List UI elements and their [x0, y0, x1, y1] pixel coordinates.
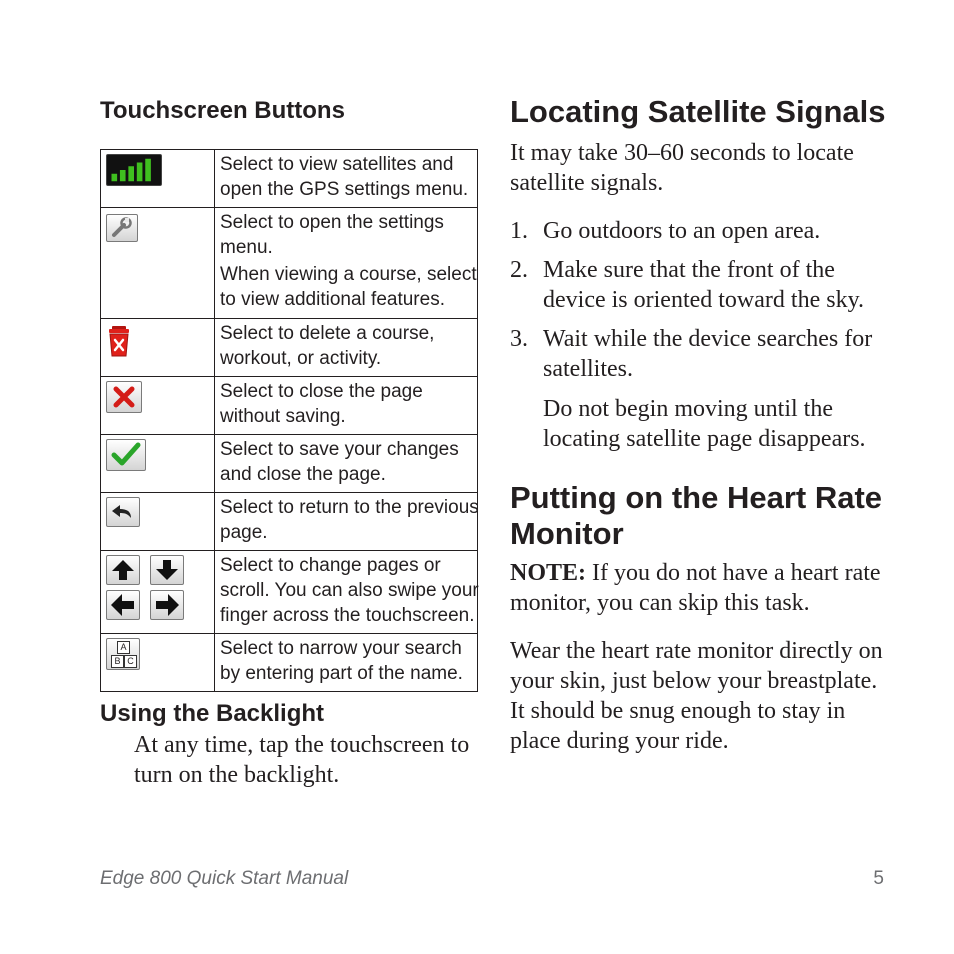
trash-icon	[106, 323, 136, 359]
row-description: Select to return to the previous page.	[215, 493, 478, 551]
left-column	[100, 94, 479, 788]
row-description: Select to delete a course, workout, or activity.	[215, 319, 478, 377]
abc-keyboard-icon	[106, 638, 140, 670]
touchscreen-buttons-heading: Touchscreen Buttons	[100, 97, 345, 124]
row-description: Select to change pages or scroll. You can also swipe your finger across the touchscreen.	[215, 551, 478, 634]
arrow-down-icon	[150, 555, 184, 585]
arrow-keys-icon	[106, 555, 188, 620]
arrow-right-icon	[150, 590, 184, 620]
step-number: 1.	[510, 218, 528, 244]
step-number: 2.	[510, 257, 528, 283]
row-description: Select to view satellites and open the GPS settings menu.	[215, 150, 478, 208]
back-arrow-icon	[106, 497, 140, 527]
table-row	[101, 150, 478, 208]
wear-paragraph: Wear the heart rate monitor directly on your skin, just below your breastplate. It should be snug enough to stay in place during your ride.	[510, 638, 883, 754]
note-label: NOTE:	[510, 560, 587, 586]
close-x-icon	[106, 381, 142, 413]
table-row	[101, 208, 478, 319]
row-description: Select to open the settings menu. When viewing a course, select to view additional features.	[215, 208, 478, 319]
step-number: 3.	[510, 326, 528, 352]
arrow-left-icon	[106, 590, 140, 620]
signal-bars-icon	[106, 154, 162, 186]
note-paragraph: NOTE: If you do not have a heart rate monitor, you can skip this task.	[510, 560, 881, 616]
key-a: A	[117, 641, 130, 654]
row-description: Select to close the page without saving.	[215, 377, 478, 435]
table-row	[101, 435, 478, 493]
row-description: Select to save your changes and close the page.	[215, 435, 478, 493]
table-row	[101, 377, 478, 435]
key-c: C	[124, 655, 137, 668]
wrench-icon	[106, 214, 138, 242]
table-row	[101, 493, 478, 551]
row-description: Select to narrow your search by entering part of the name.	[215, 634, 478, 692]
key-b: B	[111, 655, 124, 668]
arrow-up-icon	[106, 555, 140, 585]
page-number: 5	[873, 868, 884, 889]
satellite-heading: Locating Satellite Signals	[510, 94, 886, 129]
manual-title: Edge 800 Quick Start Manual	[100, 868, 349, 889]
table-row	[101, 319, 478, 377]
backlight-paragraph: At any time, tap the touchscreen to turn on the backlight.	[134, 732, 470, 788]
right-column: Locating Satellite Signals It may take 30–60 seconds to locate satellite signals. 1. Go outdoors to an open area. 2. Make sure that the front of the device is oriented toward the sky. 3. Wait while the device searches for satellites. Do not begin moving until the locating satellite page disappears. Putting on the Heart Rate Monitor NOTE: If you do not have a heart rate monitor, you can skip this task. Wear the heart rate monitor directly on your skin, just below your breastplate. It should be snug enough to stay in place during your ride.	[510, 94, 894, 130]
table-row	[101, 634, 478, 692]
heart-rate-heading: Putting on the Heart Rate Monitor	[510, 480, 883, 551]
table-row	[101, 551, 478, 634]
satellite-intro: It may take 30–60 seconds to locate satellite signals.	[510, 140, 854, 196]
checkmark-icon	[106, 439, 146, 471]
backlight-heading: Using the Backlight	[100, 700, 325, 727]
touchscreen-buttons-table	[100, 149, 478, 692]
